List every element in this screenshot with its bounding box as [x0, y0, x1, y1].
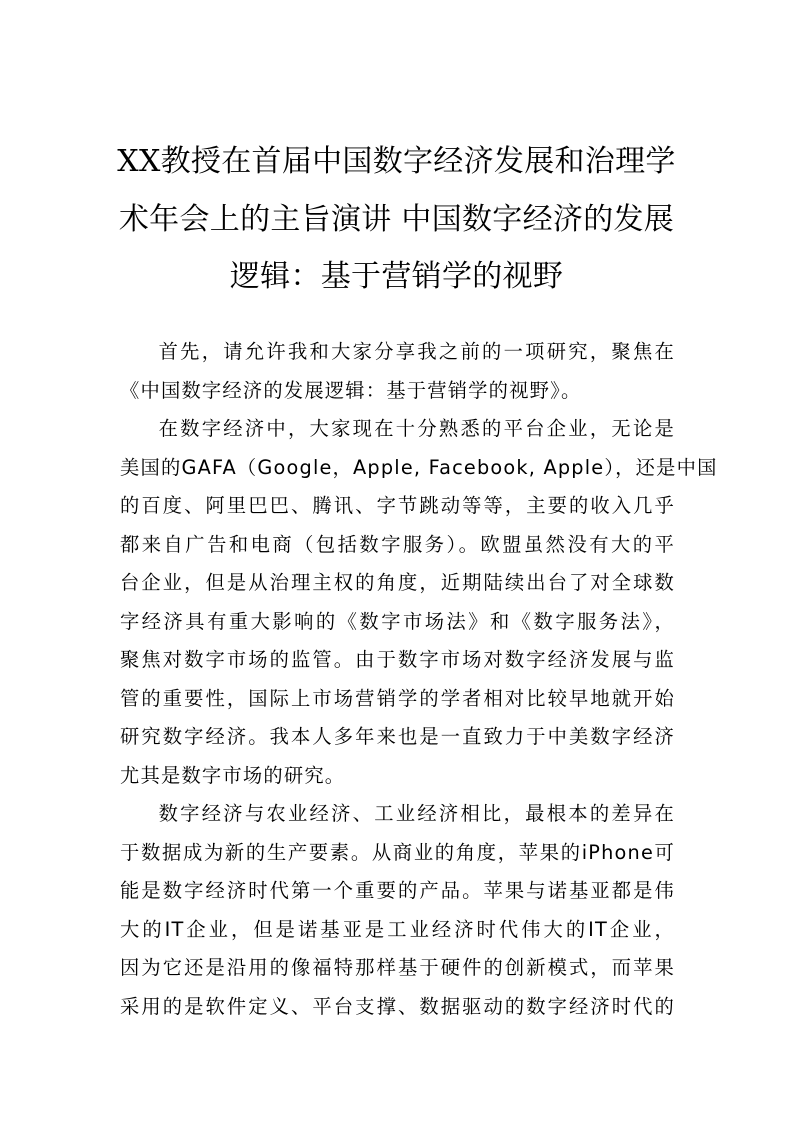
text-line: 首先，请允许我和大家分享我之前的一项研究，聚焦在 — [158, 340, 675, 363]
title-line: 逻辑：基于营销学的视野 — [229, 259, 564, 294]
text-line: 数字经济与农业经济、工业经济相比，最根本的差异在 — [158, 802, 675, 825]
text-line: 聚焦对数字市场的监管。由于数字市场对数字经济发展与监 — [120, 648, 675, 671]
text-line: 大的IT企业，但是诺基亚是工业经济时代伟大的IT企业， — [120, 917, 675, 941]
text-line: 采用的是软件定义、平台支撑、数据驱动的数字经济时代的 — [120, 994, 675, 1018]
paragraph-platform-companies — [120, 410, 718, 795]
paragraph-intro — [120, 333, 675, 410]
document-body — [120, 333, 718, 1026]
text-line: 字经济具有重大影响的《数字市场法》和《数字服务法》， — [120, 609, 675, 633]
text-line: 台企业，但是从治理主权的角度，近期陆续出台了对全球数 — [120, 571, 675, 594]
text-line: 《中国数字经济的发展逻辑：基于营销学的视野》。 — [120, 378, 582, 402]
text-line: 在数字经济中，大家现在十分熟悉的平台企业，无论是 — [158, 417, 675, 440]
text-line: 管的重要性，国际上市场营销学的学者相对比较早地就开始 — [120, 686, 675, 710]
text-line: 于数据成为新的生产要素。从商业的角度，苹果的iPhone可 — [120, 840, 675, 864]
title-line: 术年会上的主旨演讲 中国数字经济的发展 — [118, 201, 675, 237]
paragraph-data-as-factor — [120, 795, 675, 1026]
text-line: 能是数字经济时代第一个重要的产品。苹果与诺基亚都是伟 — [120, 879, 675, 902]
text-line: 都来自广告和电商（包括数字服务）。欧盟虽然没有大的平 — [120, 532, 675, 556]
title-line: XX教授在首届中国数字经济发展和治理学 — [117, 144, 676, 179]
text-line: 因为它还是沿用的像福特那样基于硬件的创新模式，而苹果 — [120, 956, 675, 979]
text-line: 的百度、阿里巴巴、腾讯、字节跳动等等，主要的收入几乎 — [120, 494, 675, 517]
text-line: 尤其是数字市场的研究。 — [120, 763, 346, 787]
text-line: 研究数字经济。我本人多年来也是一直致力于中美数字经济 — [120, 725, 675, 748]
text-line: 美国的GAFA（Google，Apple, Facebook, Apple），还是中国 — [120, 455, 718, 479]
document-title — [113, 133, 680, 306]
